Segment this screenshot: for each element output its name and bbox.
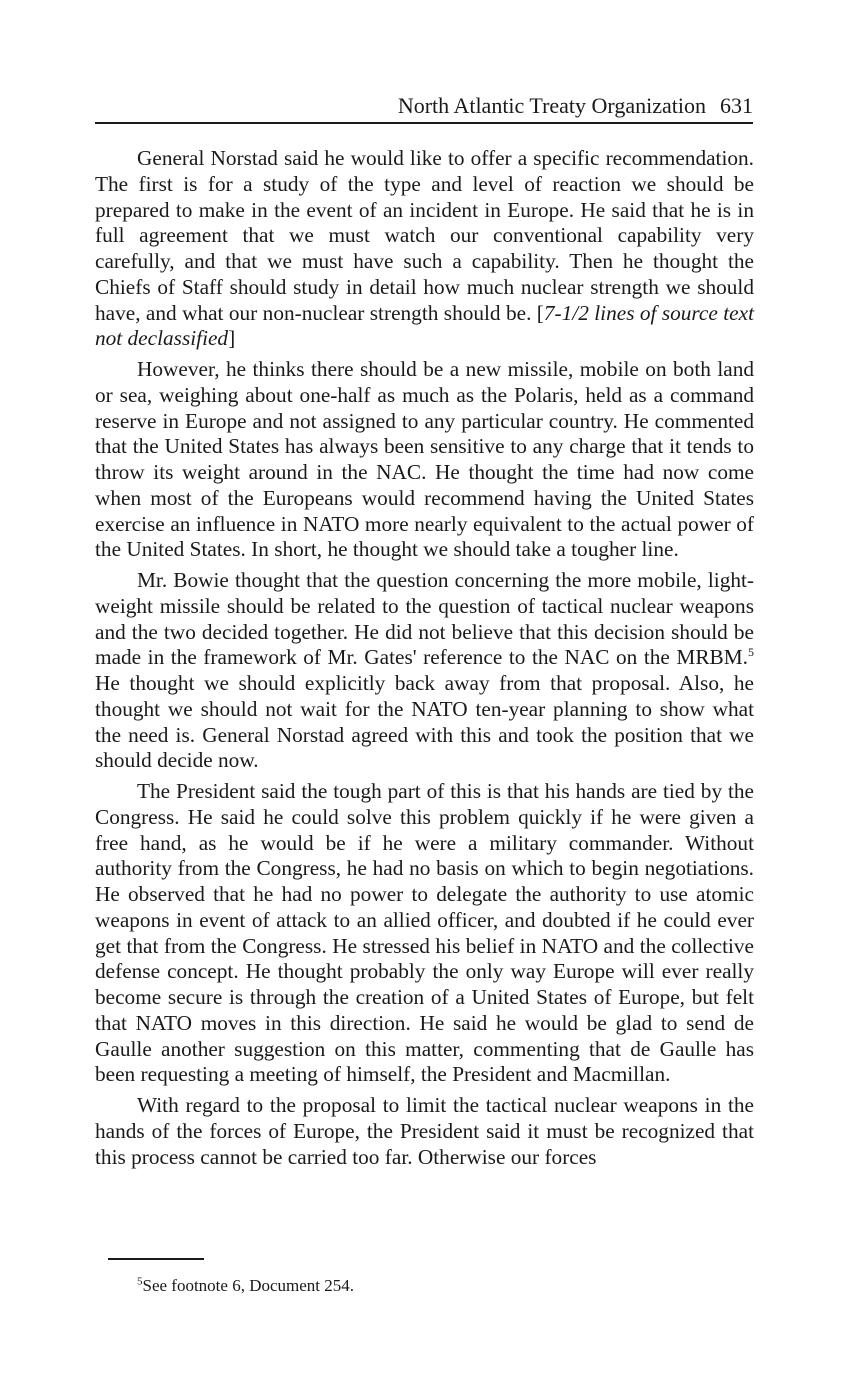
paragraph-norstad-recommendation [95, 146, 754, 352]
paragraph-text: He thought we should explicitly back away from that proposal. Also, he thought we should not wait for the NATO ten-year planning to show what the need is. General Norstad agreed with this and took the position that we should decide now. [95, 671, 754, 773]
paragraph-bowie [95, 568, 754, 774]
footnote-divider [108, 1258, 204, 1260]
editorial-bracket: ] [228, 326, 236, 351]
running-header [95, 92, 753, 124]
paragraph-tactical-weapons: With regard to the proposal to limit the tactical nuclear weapons in the hands of the forces of Europe, the President said it must be recognized that this process cannot be carried too far. Otherwise our forces [95, 1093, 754, 1169]
editorial-note: 7-1/2 lines of source text not declassified [95, 300, 754, 351]
paragraph-new-missile: However, he thinks there should be a new missile, mobile on both land or sea, weighing about one-half as much as the Polaris, held as a command reserve in Europe and not assigned to any particular country. He commented that the United States has always been sensitive to any charge that it tends to throw its weight around in the NAC. He thought the time had now come when most of the Europeans would recommend having the United States exercise an influence in NATO more nearly equivalent to the actual power of the United States. In short, he thought we should take a tougher line. [95, 357, 754, 562]
footnote-marker: 5 [137, 1275, 143, 1288]
paragraph-text: General Norstad said he would like to offer a specific recommendation. The first is for a study of the type and level of reaction we should be prepared to make in the event of an incident in Europe. He said that he is in full agreement that we must watch our conventional capability very carefully, and that we must have such a capability. Then he thought the Chiefs of Staff should study in detail how much nuclear strength we should have, and what our non-nuclear strength should be. [ [95, 146, 754, 325]
page-number: 631 [720, 93, 753, 118]
running-head-title: North Atlantic Treaty Organization [397, 93, 706, 118]
paragraph-president-congress: The President said the tough part of this is that his hands are tied by the Congress. He said he could solve this problem quickly if he were given a free hand, as he would be if he were a military commander. Without authority from the Congress, he had no basis on which to begin negotiations. He observed that he had no power to delegate the authority to use atomic weapons in event of attack to an allied officer, and doubted if he could ever get that from the Congress. He stressed his belief in NATO and the collective defense concept. He thought probably the only way Europe will ever really become secure is through the creation of a United States of Europe, but felt that NATO moves in this direction. He said he would be glad to send de Gaulle another suggestion on this matter, commenting that de Gaulle has been requesting a meeting of himself, the President and Macmillan. [95, 779, 754, 1087]
footnote [137, 1275, 354, 1297]
paragraph-text: Mr. Bowie thought that the question concerning the more mobile, light-weight missile should be related to the question of tactical nuclear weapons and the two decided together. He did not believe that this decision should be made in the framework of Mr. Gates' reference to the NAC on the MRBM. [95, 568, 754, 670]
footnote-text: See footnote 6, Document 254. [142, 1276, 355, 1295]
body-text [95, 146, 754, 1175]
footnote-reference[interactable]: 5 [748, 645, 754, 660]
